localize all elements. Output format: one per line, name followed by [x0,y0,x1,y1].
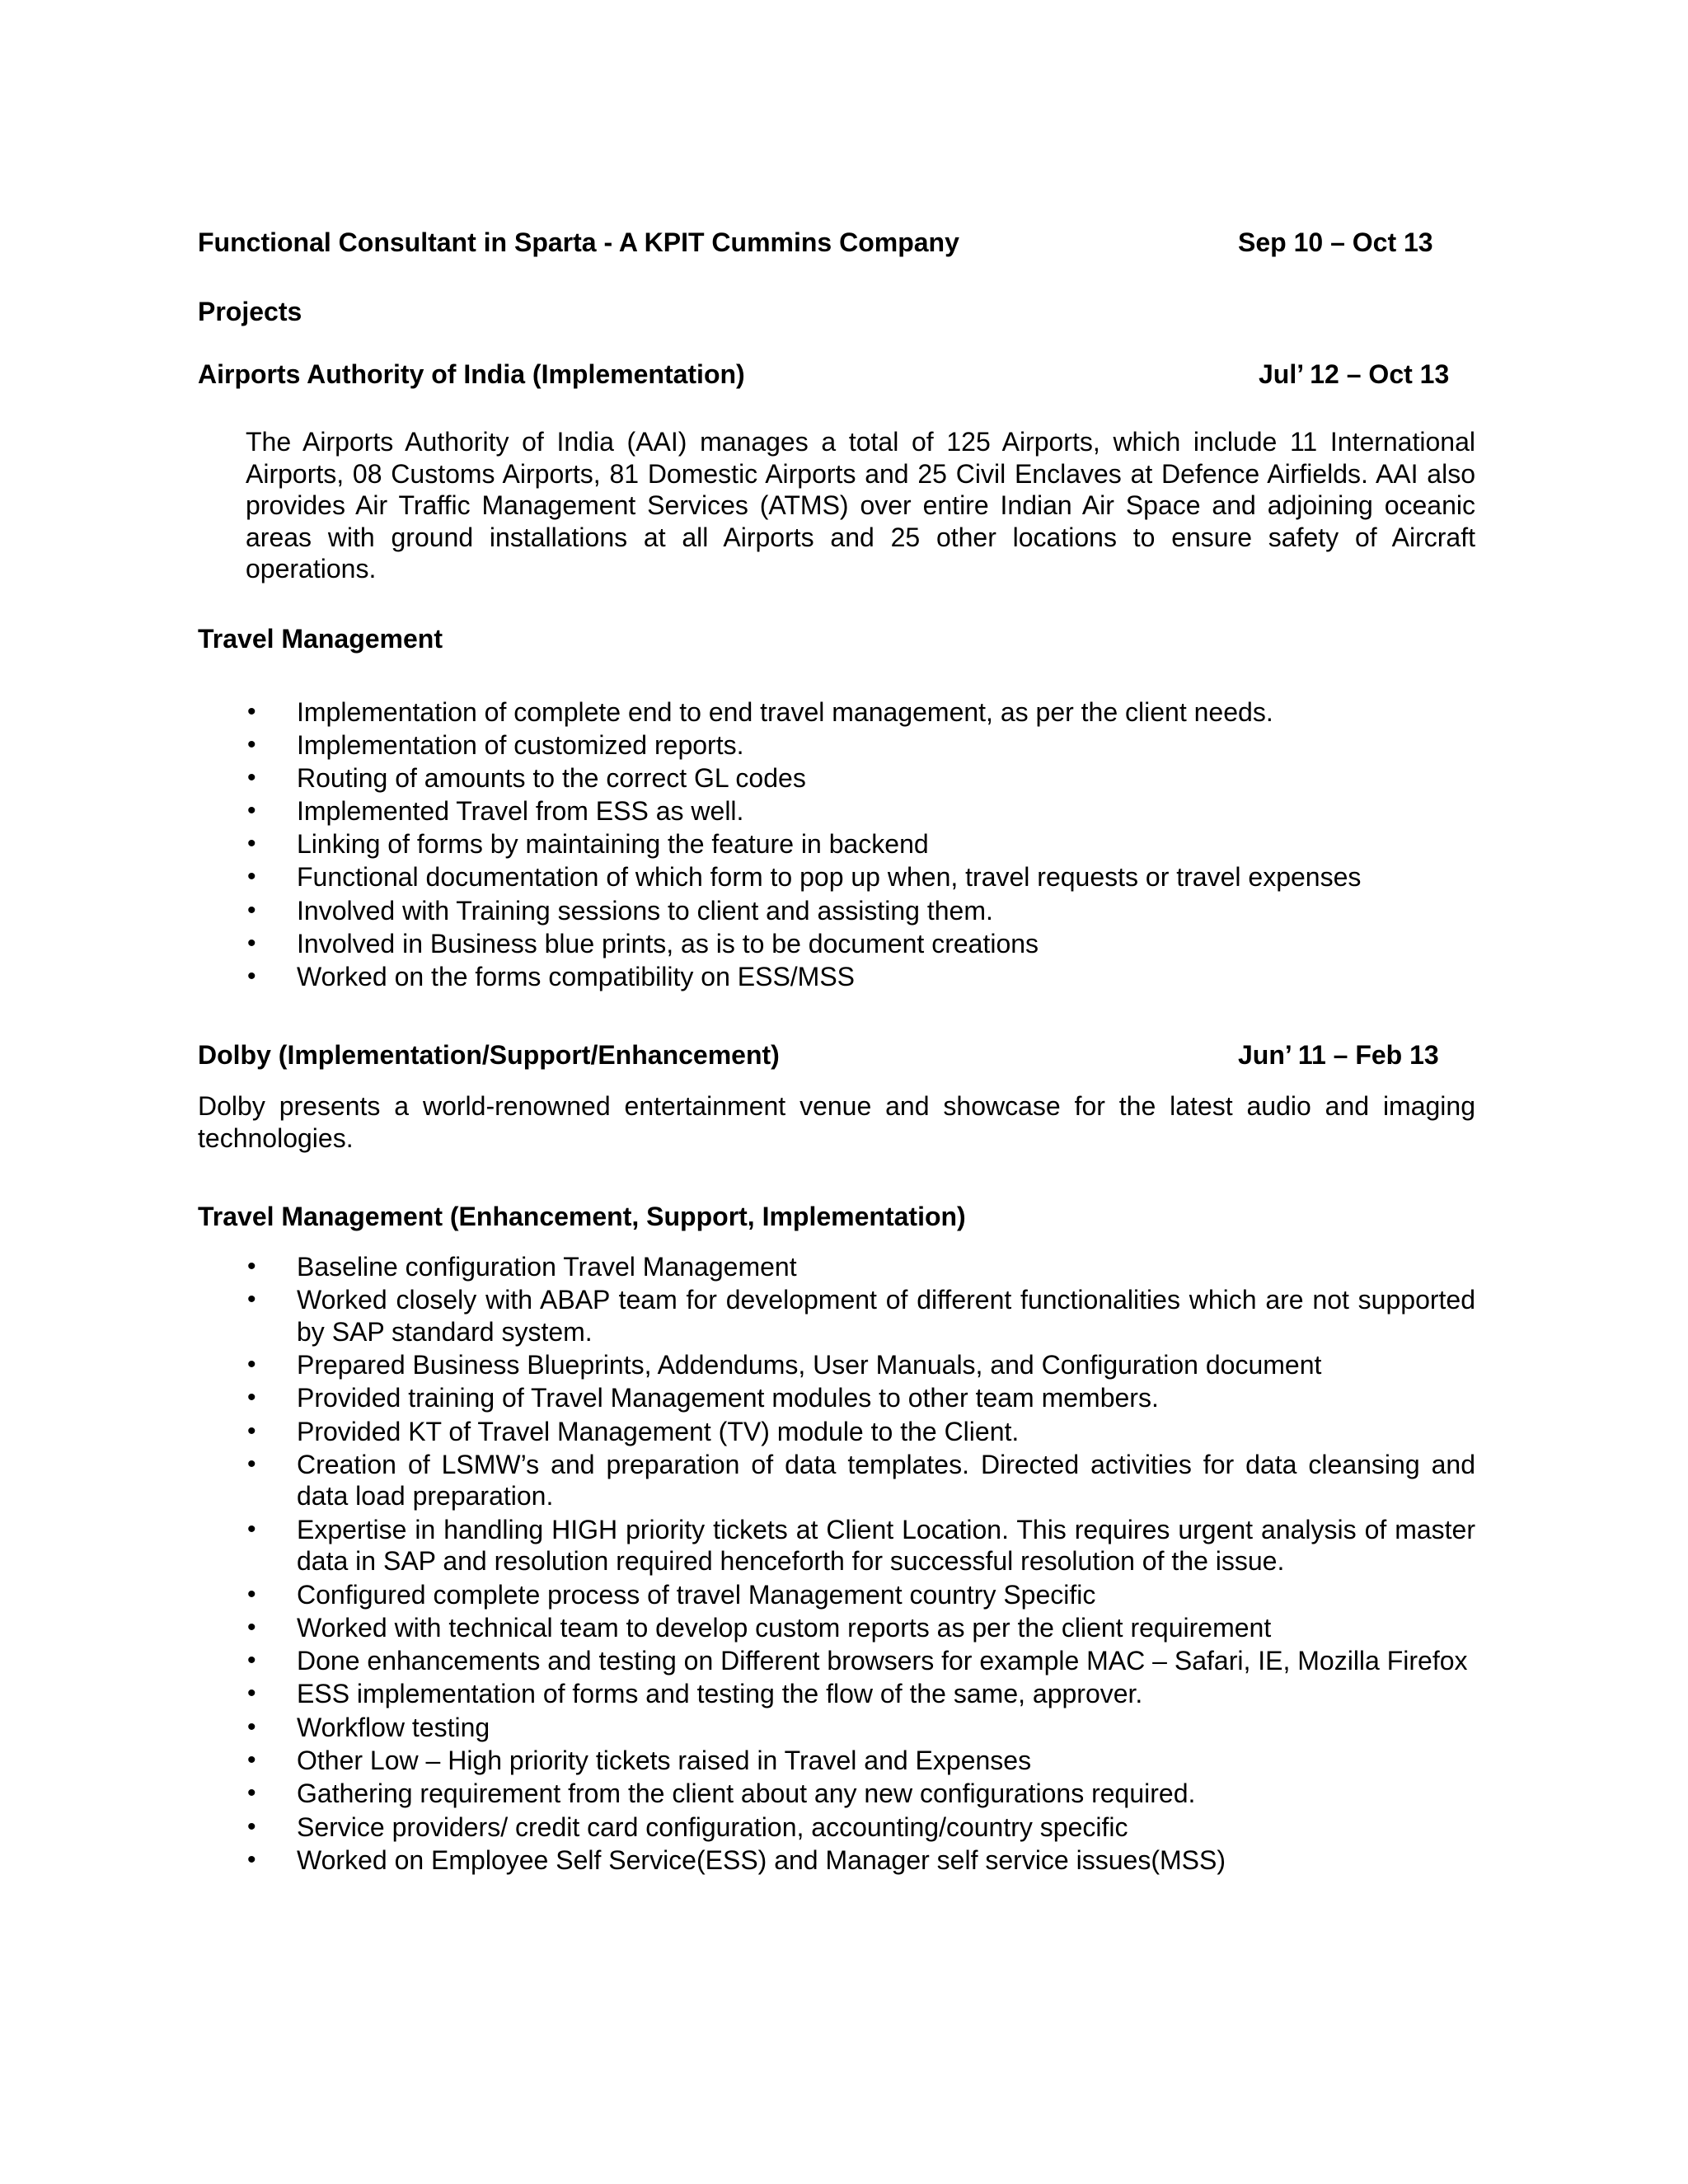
job-dates: Sep 10 – Oct 13 [1238,227,1433,257]
list-item: • Linking of forms by maintaining the feature in backend [247,828,1475,860]
aai-project-dates: Jul’ 12 – Oct 13 [1259,359,1450,389]
aai-project-title: Airports Authority of India (Implementation) [198,359,745,389]
list-item: • Prepared Business Blueprints, Addendums, User Manuals, and Configuration document [247,1349,1475,1381]
list-item: • Done enhancements and testing on Different browsers for example MAC – Safari, IE, Mozilla Firefox [247,1645,1475,1677]
list-item: • Workflow testing [247,1712,1475,1744]
list-item: • Worked on the forms compatibility on ESS/MSS [247,961,1475,993]
aai-bullet-list [247,696,1475,994]
list-item: • Baseline configuration Travel Management [247,1251,1475,1283]
aai-description: The Airports Authority of India (AAI) manages a total of 125 Airports, which include 11 International Airports, 08 Customs Airports, 81 Domestic Airports and 25 Civil Enclaves at Defence Airfields. AAI also provides Air Traffic Management Services (ATMS) over entire Indian Air Space and adjoining oceanic areas with ground installations at all Airports and 25 other locations to ensure safety of Aircraft operations. [246,427,1475,583]
dolby-description: Dolby presents a world-renowned entertainment venue and showcase for the latest audio and imaging technologies. [198,1091,1475,1153]
list-item: • Worked closely with ABAP team for development of different functionalities which are not supported by SAP standard system. [247,1284,1475,1347]
projects-heading: Projects [198,297,302,326]
list-item: • Provided training of Travel Management modules to other team members. [247,1382,1475,1414]
list-item: • Worked on Employee Self Service(ESS) and Manager self service issues(MSS) [247,1844,1475,1877]
dolby-project-dates: Jun’ 11 – Feb 13 [1238,1040,1439,1070]
list-item: • Implemented Travel from ESS as well. [247,795,1475,827]
list-item: • Creation of LSMW’s and preparation of data templates. Directed activities for data cleansing and data load preparation. [247,1449,1475,1512]
list-item: • Involved in Business blue prints, as is to be document creations [247,928,1475,960]
aai-section-heading: Travel Management [198,624,443,654]
dolby-project-title: Dolby (Implementation/Support/Enhancement) [198,1040,780,1070]
list-item: • Implementation of customized reports. [247,729,1475,762]
list-item: • Routing of amounts to the correct GL codes [247,762,1475,794]
list-item: • ESS implementation of forms and testing the flow of the same, approver. [247,1678,1475,1710]
list-item: • Service providers/ credit card configuration, accounting/country specific [247,1811,1475,1844]
job-title: Functional Consultant in Sparta - A KPIT Cummins Company [198,227,959,257]
list-item: • Involved with Training sessions to client and assisting them. [247,895,1475,927]
list-item: • Implementation of complete end to end travel management, as per the client needs. [247,696,1475,729]
list-item: • Other Low – High priority tickets raised in Travel and Expenses [247,1745,1475,1777]
list-item: • Expertise in handling HIGH priority tickets at Client Location. This requires urgent analysis of master data in SAP and resolution required henceforth for successful resolution of the issue. [247,1514,1475,1577]
list-item: • Worked with technical team to develop custom reports as per the client requirement [247,1612,1475,1644]
list-item: • Configured complete process of travel Management country Specific [247,1579,1475,1611]
dolby-bullet-list [247,1251,1475,1877]
list-item: • Provided KT of Travel Management (TV) module to the Client. [247,1416,1475,1448]
list-item: • Gathering requirement from the client about any new configurations required. [247,1778,1475,1810]
dolby-section-heading: Travel Management (Enhancement, Support, Implementation) [198,1202,966,1231]
list-item: • Functional documentation of which form to pop up when, travel requests or travel expenses [247,861,1475,893]
